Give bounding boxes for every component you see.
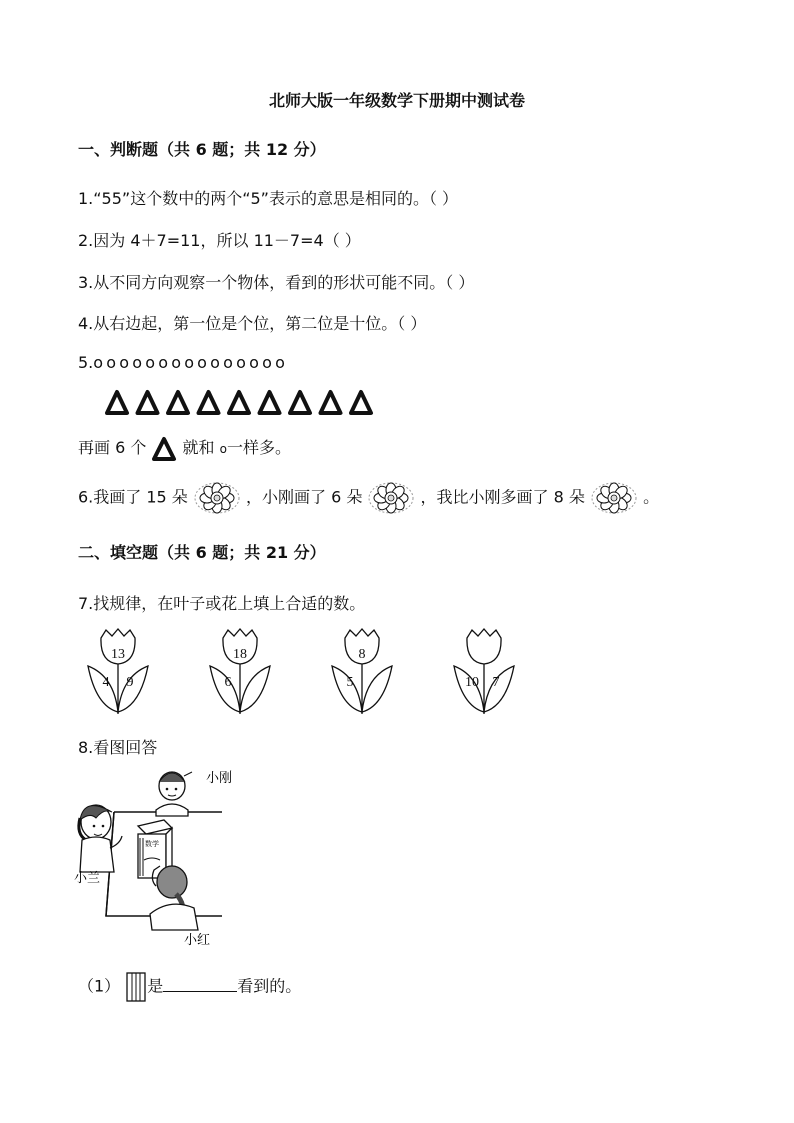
label-xiaohong: 小红 [184, 932, 211, 947]
q6-part-1: 6.我画了 15 朵 [78, 487, 188, 507]
section-heading-judgement: 一、判断题（共 6 题；共 12 分） [78, 140, 326, 159]
circle-row: ooooooooooooooo [93, 353, 289, 372]
tulip-pattern-figure [78, 626, 538, 718]
sub1-suffix: 看到的。 [237, 976, 302, 996]
tulips-group [88, 629, 514, 714]
question-3: 3.从不同方向观察一个物体，看到的形状可能不同。（ ） [78, 273, 475, 292]
q6-part-3: ，我比小刚多画了 8 朵 [420, 487, 585, 507]
tulip-1-left-number: 4 [102, 675, 110, 690]
flower-icon [590, 480, 638, 516]
tulip-1 [88, 629, 148, 714]
q5-text-c: 一样多。 [227, 438, 292, 457]
triangle-row [104, 389, 384, 417]
question-7: 7.找规律，在叶子或花上填上合适的数。 [78, 594, 366, 613]
question-4: 4.从右边起，第一位是个位，第二位是十位。（ ） [78, 314, 427, 333]
sub1-number: （1） [78, 976, 121, 996]
tulip-2 [210, 629, 270, 714]
tulip-1-right-number: 9 [126, 675, 134, 690]
q5-text-a: 再画 6 个 [78, 438, 147, 457]
triangle-9 [351, 392, 371, 413]
label-xiaogang: 小刚 [206, 770, 233, 785]
page-title: 北师大版一年级数学下册期中测试卷 [268, 91, 525, 110]
question-2: 2.因为 4＋7=11，所以 11－7=4（ ） [78, 231, 361, 250]
sub1-mid: 是 [147, 976, 164, 996]
q6-part-4: 。 [643, 487, 660, 507]
triangle-8 [321, 392, 341, 413]
q5-text-b: 就和 [182, 438, 215, 457]
tulip-3 [332, 629, 392, 714]
label-xiaolan: 小兰 [74, 870, 101, 885]
question-8-sub-1 [78, 972, 301, 1002]
triangle-icon [151, 436, 177, 462]
question-5-number: 5. [78, 353, 94, 372]
book-side-view-icon [125, 972, 147, 1002]
question-8: 8.看图回答 [78, 738, 158, 757]
triangle-3 [168, 392, 188, 413]
girl-xiaolan [79, 805, 122, 872]
triangle-4 [199, 392, 219, 413]
flower-icon [193, 480, 241, 516]
section-heading-fill-in: 二、填空题（共 6 题；共 21 分） [78, 543, 326, 562]
tulip-4 [454, 629, 514, 714]
small-circle-icon: o [219, 442, 227, 456]
tulip-2-top-number: 18 [233, 647, 247, 662]
triangle-2 [138, 392, 158, 413]
tulip-4-right-number: 7 [492, 675, 500, 690]
question-1: 1.“55”这个数中的两个“5”表示的意思是相同的。（ ） [78, 189, 459, 208]
book-label: 数学 [145, 840, 159, 848]
viewing-scene-illustration [72, 764, 252, 949]
triangle-5 [229, 392, 249, 413]
tulip-1-top-number: 13 [111, 647, 125, 662]
q6-part-2: ，小刚画了 6 朵 [246, 487, 363, 507]
question-6 [78, 480, 659, 516]
tulip-2-left-number: 6 [224, 675, 232, 690]
flower-icon [367, 480, 415, 516]
tulip-4-left-number: 10 [465, 675, 479, 690]
triangle-1 [107, 392, 127, 413]
triangle-7 [290, 392, 310, 413]
boy-xiaogang [156, 772, 192, 816]
question-5 [78, 353, 288, 372]
tulip-3-left-number: 5 [346, 675, 354, 690]
answer-blank[interactable] [163, 977, 237, 992]
question-5-instruction [78, 435, 291, 462]
tulip-3-top-number: 8 [358, 647, 366, 662]
triangles-group [107, 392, 371, 413]
triangle-6 [260, 392, 280, 413]
